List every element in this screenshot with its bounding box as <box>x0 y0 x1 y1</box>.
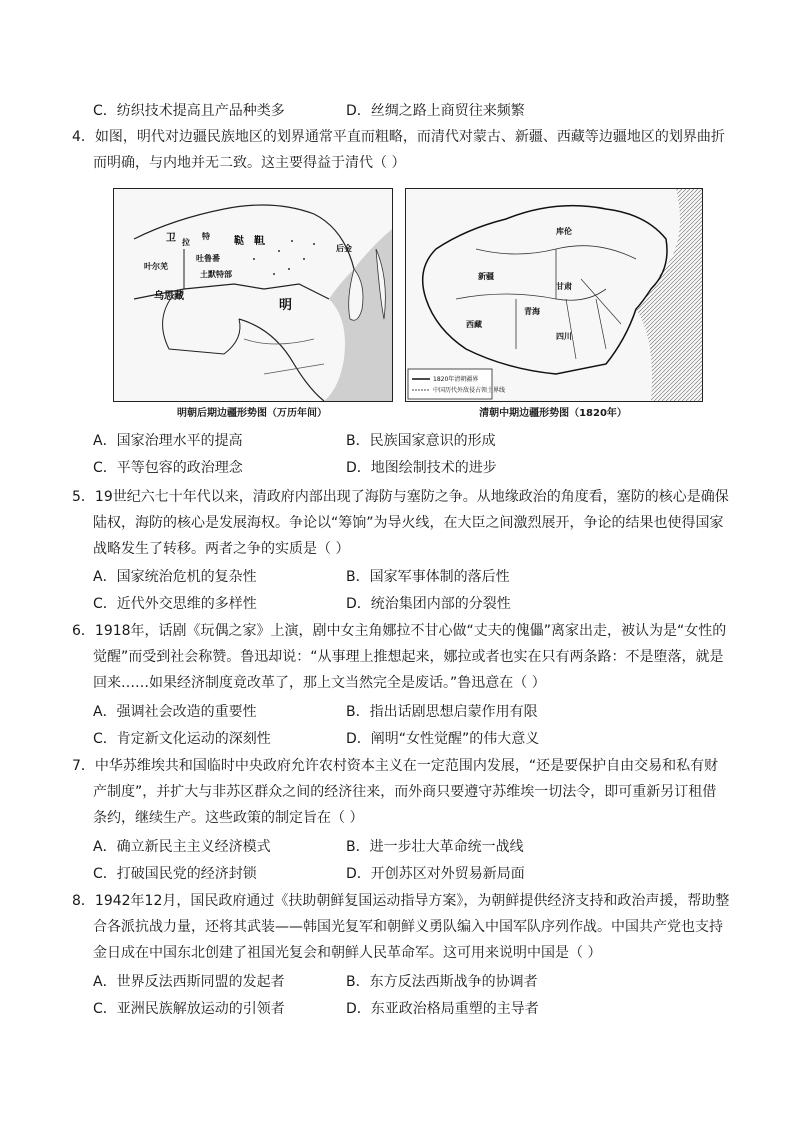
q5-option-a: A．国家统治危机的复杂性 <box>93 569 257 585</box>
label-xinjiang: 新疆 <box>478 272 494 281</box>
label-weila: 卫 <box>166 233 176 244</box>
q4-stem-line2: 而明确，与内地并无二致。这主要得益于清代（ ） <box>93 155 406 171</box>
label-kulun: 库伦 <box>556 227 572 236</box>
qing-map-legend <box>408 369 492 399</box>
q6-option-c: C．肯定新文化运动的深刻性 <box>93 731 271 747</box>
label-xizang: 西藏 <box>466 320 482 329</box>
q6-stem-line2: 觉醒”而受到社会称赞。鲁迅却说：“从事理上推想起来，娜拉或者也实在只有两条路：不是堕落，就是 <box>93 649 724 665</box>
qing-map <box>405 188 703 402</box>
label-sichuan: 四川 <box>556 332 572 341</box>
q7-option-c: C．打破国民党的经济封锁 <box>93 866 257 882</box>
q5-stem-line2: 陆权，海防的核心是发展海权。争论以“筹饷”为导火线，在大臣之间激烈展开，争论的结果也使得国家 <box>93 515 724 531</box>
q4-option-d: D．地图绘制技术的进步 <box>346 460 497 476</box>
q8-stem-line1: 8．1942年12月，国民政府通过《扶助朝鲜复国运动指导方案》，为朝鲜提供经济支持和政治声援，帮助整 <box>72 893 730 909</box>
q5-stem-line3: 战略发生了转移。两者之争的实质是（ ） <box>93 541 350 557</box>
q8-stem-line2: 合各派抗战力量，还将其武装——韩国光复军和朝鲜义勇队编入中国军队序列作战。中国共产党也支持 <box>93 919 723 935</box>
label-dada: 鞑 <box>234 236 244 247</box>
label-jing: 靼 <box>254 236 264 247</box>
ming-map-caption: 明朝后期边疆形势图（万历年间） <box>177 408 327 419</box>
q7-stem-line1: 7．中华苏维埃共和国临时中央政府允许农村资本主义在一定范围内发展，“还是要保护自由交易和私有财 <box>72 758 719 774</box>
q6-stem-line1: 6．1918年，话剧《玩偶之家》上演，剧中女主角娜拉不甘心做“丈夫的傀儡”离家出走，被认为是“女性的 <box>72 623 727 639</box>
label-yeerqiang: 叶尔羌 <box>144 262 168 271</box>
q5-option-b: B．国家军事体制的落后性 <box>346 569 510 585</box>
label-ming: 明 <box>279 298 293 313</box>
q7-stem-line3: 条约，继续生产。这些政策的制定旨在（ ） <box>93 810 364 826</box>
ming-map-drawing <box>114 189 392 401</box>
q4-maps <box>113 188 703 420</box>
q5-stem-line1: 5．19世纪六七十年代以来，清政府内部出现了海防与塞防之争。从地缘政治的角度看，塞防的核心是确保 <box>72 489 729 505</box>
ming-map <box>113 188 393 402</box>
q4-number: 4． <box>72 129 95 145</box>
q6-number: 6． <box>72 623 95 639</box>
q8-option-d: D．东亚政治格局重塑的主导者 <box>346 1001 539 1017</box>
q4-stem-line1: 4．如图，明代对边疆民族地区的划界通常平直而粗略，而清代对蒙古、新疆、西藏等边疆地区的划界曲折 <box>72 129 725 145</box>
legend-2: 中国历代外敌侵占领土界线 <box>433 387 506 394</box>
label-tumote: 土默特部 <box>200 270 232 279</box>
label-gansu: 甘肃 <box>556 282 572 291</box>
q7-number: 7． <box>72 758 95 774</box>
q4-option-c: C．平等包容的政治理念 <box>93 460 243 476</box>
qing-map-caption: 清朝中期边疆形势图（1820年） <box>479 408 627 419</box>
q7-option-b: B．进一步壮大革命统一战线 <box>346 839 524 855</box>
q8-option-a: A．世界反法西斯同盟的发起者 <box>93 974 285 990</box>
label-la: 拉 <box>182 238 190 247</box>
label-tulufan: 吐鲁番 <box>196 254 220 263</box>
label-qinghai: 青海 <box>524 307 540 316</box>
q5-option-c: C．近代外交思维的多样性 <box>93 596 257 612</box>
q8-option-c: C．亚洲民族解放运动的引领者 <box>93 1001 285 1017</box>
q3-option-c: C．纺织技术提高且产品种类多 <box>93 103 285 119</box>
q8-number: 8． <box>72 893 95 909</box>
label-wusizang: 乌思藏 <box>154 291 184 302</box>
q6-option-d: D．阐明“女性觉醒”的伟大意义 <box>346 731 540 747</box>
label-houjin: 后金 <box>336 244 352 253</box>
label-te: 特 <box>202 232 210 241</box>
q6-option-b: B．指出话剧思想启蒙作用有限 <box>346 704 538 720</box>
q5-option-d: D．统治集团内部的分裂性 <box>346 596 511 612</box>
qing-map-drawing <box>406 189 702 401</box>
q7-option-a: A．确立新民主主义经济模式 <box>93 839 271 855</box>
legend-1: 1820年清朝疆界 <box>433 376 479 383</box>
q7-option-d: D．开创苏区对外贸易新局面 <box>346 866 525 882</box>
q8-stem-line3: 金日成在中国东北创建了祖国光复会和朝鲜人民革命军。这可用来说明中国是（ ） <box>93 945 602 961</box>
q3-option-d: D．丝绸之路上商贸往来频繁 <box>346 103 525 119</box>
q4-option-a: A．国家治理水平的提高 <box>93 433 243 449</box>
q4-option-b: B．民族国家意识的形成 <box>346 433 496 449</box>
q8-option-b: B．东方反法西斯战争的协调者 <box>346 974 538 990</box>
q6-option-a: A．强调社会改造的重要性 <box>93 704 257 720</box>
q5-number: 5． <box>72 489 95 505</box>
q7-stem-line2: 产制度”，并扩大与非苏区群众之间的经济往来，而外商只要遵守苏维埃一切法令，即可重新另订租借 <box>93 784 717 800</box>
q6-stem-line3: 回来……如果经济制度竟改革了，那上文当然完全是废话。”鲁迅意在（ ） <box>93 675 546 691</box>
